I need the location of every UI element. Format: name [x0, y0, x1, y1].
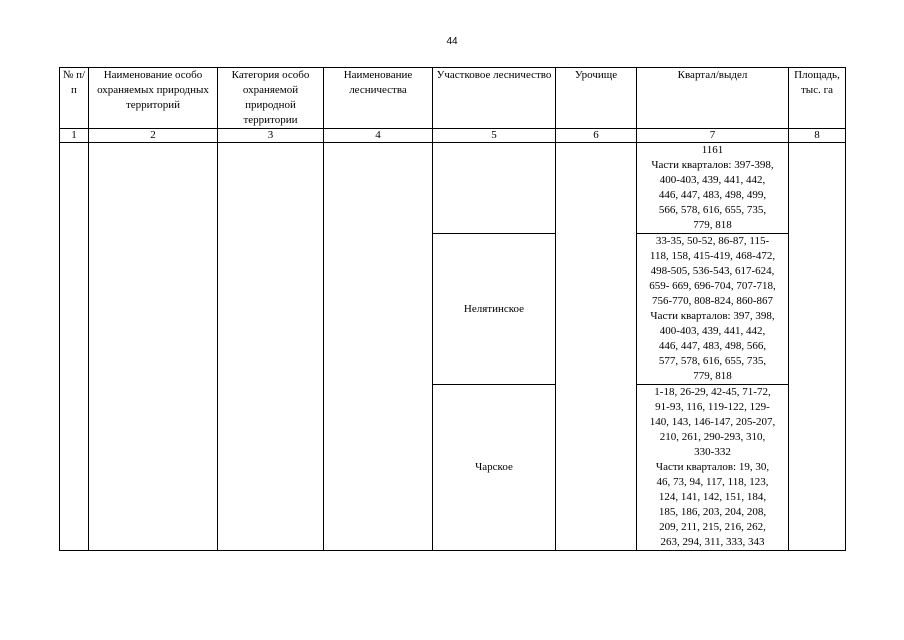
column-number-row: [60, 129, 846, 143]
column-number: 8: [789, 129, 846, 143]
cell-forestry-name: [324, 143, 433, 551]
table-header-row: [60, 68, 846, 129]
cell-category: [218, 143, 324, 551]
column-number: 5: [433, 129, 556, 143]
cell-district-forestry: [433, 143, 556, 234]
cell-tract: [556, 143, 637, 551]
column-number: 1: [60, 129, 89, 143]
kvartal-text: 33-35, 50-52, 86-87, 115- 118, 158, 415-419, 468-472, 498-505, 536-543, 617-624, 659- 669, 696-704, 707-718, 756-770, 808-824, 860-867 Части кварталов: 397, 398, 400-403, 439, 441, 442, 446, 447, 483, 498, 566, 577, 578, 616, 655, 735, 779, 818: [649, 235, 776, 382]
header-tract: Урочище: [556, 68, 637, 129]
header-area-name: Наименование особо охраняемых природных территорий: [89, 68, 218, 129]
page-number: 44: [446, 36, 458, 47]
cell-district-forestry: Чарское: [433, 385, 556, 551]
cell-district-forestry: Нелятинское: [433, 234, 556, 385]
header-area: Площадь, тыс. га: [789, 68, 846, 129]
column-number: 6: [556, 129, 637, 143]
cell-kvartal: [637, 234, 789, 385]
column-number: 4: [324, 129, 433, 143]
cell-area-name: [89, 143, 218, 551]
header-kvartal: Квартал/выдел: [637, 68, 789, 129]
column-number: 7: [637, 129, 789, 143]
cell-area: [789, 143, 846, 551]
header-category: Категория особо охраняемой природной территории: [218, 68, 324, 129]
header-forestry-name: Наименование лесничества: [324, 68, 433, 129]
cell-number: [60, 143, 89, 551]
cell-kvartal: [637, 385, 789, 551]
kvartal-text: 1-18, 26-29, 42-45, 71-72, 91-93, 116, 119-122, 129- 140, 143, 146-147, 205-207, 210, 261, 290-293, 310, 330-332 Части кварталов: 19, 30, 46, 73, 94, 117, 118, 123, 124, 141, 142, 151, 184, 185, 186, 203, 204, 208, 209, 211, 215, 216, 262, 263, 294, 311, 333, 343: [649, 386, 776, 548]
table-row: [60, 143, 846, 234]
column-number: 3: [218, 129, 324, 143]
header-number: № п/п: [60, 68, 89, 129]
protected-areas-table: [59, 67, 846, 551]
header-district-forestry: Участковое лесничество: [433, 68, 556, 129]
column-number: 2: [89, 129, 218, 143]
kvartal-text: 1161 Части кварталов: 397-398, 400-403, 439, 441, 442, 446, 447, 483, 498, 499, 566, 578, 616, 655, 735, 779, 818: [651, 144, 774, 231]
cell-kvartal: [637, 143, 789, 234]
